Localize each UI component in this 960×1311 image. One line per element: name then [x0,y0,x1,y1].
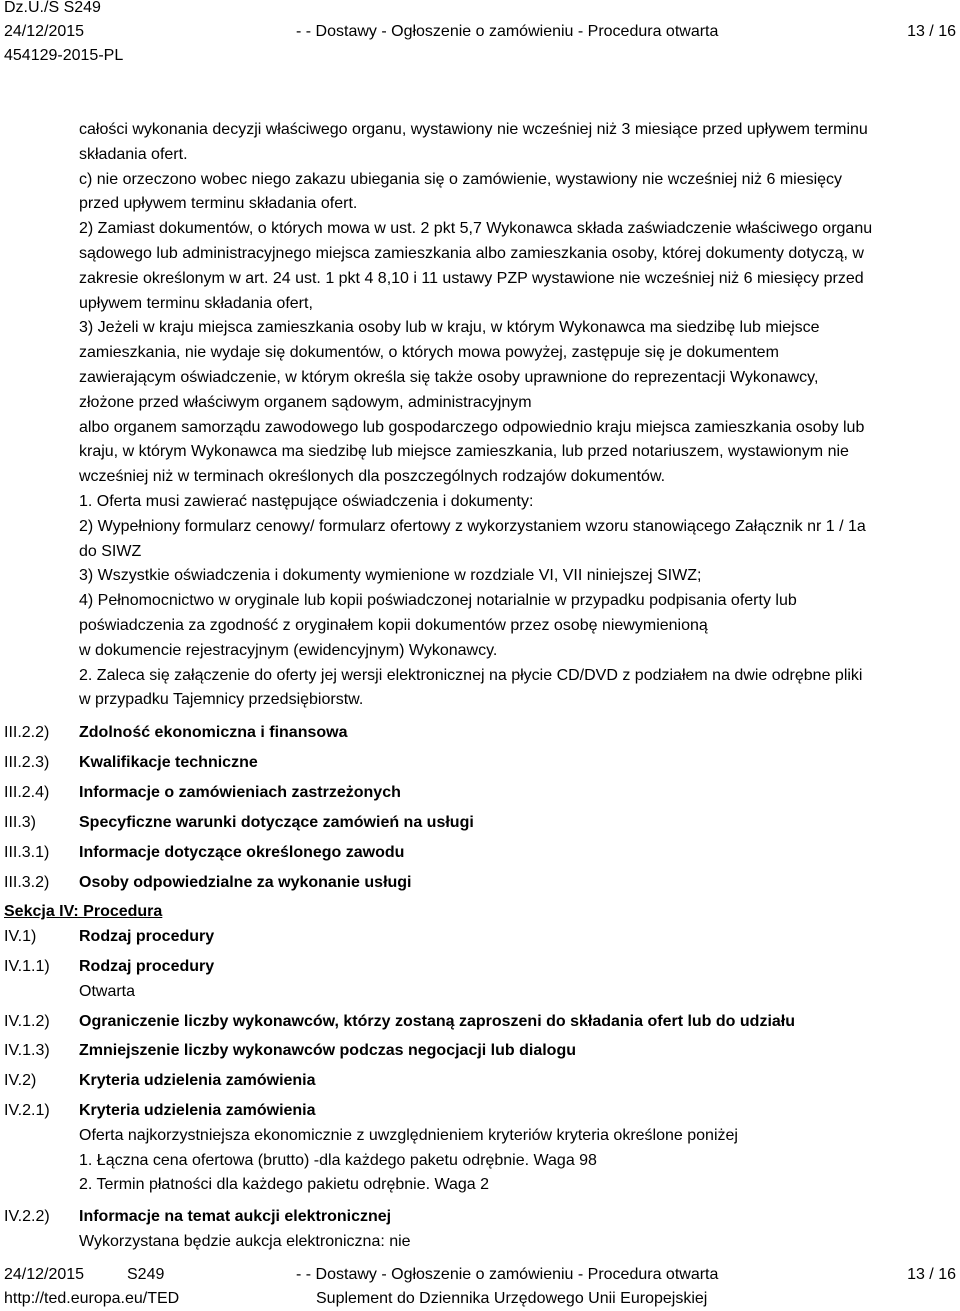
section-4-heading: Sekcja IV: Procedura [4,903,163,920]
footer-supplement: Suplement do Dziennika Urzędowego Unii Europejskiej [316,1290,708,1307]
body-line: poświadczenia za zgodność z oryginałem kopii dokumentów przez osobę niewymienioną [79,617,708,634]
section-title: Ograniczenie liczby wykonawców, którzy zostaną zaproszeni do składania ofert lub do udziału [79,1013,795,1030]
section-text-line: Wykorzystana będzie aukcja elektroniczna: nie [79,1232,411,1250]
section-title: Informacje dotyczące określonego zawodu [79,844,405,861]
header-page-number: 13 / 16 [907,23,956,40]
body-line: 3) Jeżeli w kraju miejsca zamieszkania osoby lub w kraju, w którym Wykonawca ma siedzibę lub miejsce [79,319,820,337]
section-title: Informacje o zamówieniach zastrzeżonych [79,784,401,801]
section-title: Informacje na temat aukcji elektronicznej [79,1208,392,1225]
section-number: III.3) [4,814,37,831]
body-line: przed upływem terminu składania ofert. [79,195,358,213]
body-line: 2) Zamiast dokumentów, o których mowa w ust. 2 pkt 5,7 Wykonawca składa zaświadczenie właściwego organu [79,220,873,238]
section-number: III.2.3) [4,754,50,771]
journal-ref: Dz.U./S S249 [4,0,101,16]
section-title: Rodzaj procedury [79,958,215,975]
footer-title: - - Dostawy - Ogłoszenie o zamówieniu - Procedura otwarta [296,1266,719,1283]
section-text-line: Otwarta [79,982,136,1000]
section-title: Kwalifikacje techniczne [79,754,258,771]
footer-code: S249 [127,1266,165,1283]
header-date: 24/12/2015 [4,23,85,40]
body-line: w przypadku Tajemnicy przedsiębiorstw. [79,691,364,709]
body-line: zakresie określonym w art. 24 ust. 1 pkt 4 8,10 i 11 ustawy PZP wystawione nie wcześniej niż 6 miesięcy przed [79,269,864,287]
section-title: Kryteria udzielenia zamówienia [79,1072,316,1089]
body-line: albo organem samorządu zawodowego lub gospodarczego odpowiednio kraju miejsca zamieszkania osoby lub [79,418,865,436]
body-line: 4) Pełnomocnictwo w oryginale lub kopii poświadczonej notarialnie w przypadku podpisania oferty lub [79,592,797,610]
body-line: sądowego lub administracyjnego miejsca zamieszkania albo zamieszkania osoby, której dokumenty dotyczą, w [79,245,864,262]
section-number: IV.1) [4,928,37,945]
section-number: IV.1.1) [4,958,50,975]
section-number: IV.2.2) [4,1208,50,1225]
body-line: składania ofert. [79,145,188,163]
body-line: 1. Oferta musi zawierać następujące oświadczenia i dokumenty: [79,493,534,510]
section-number: III.3.2) [4,874,50,891]
section-text-line: 1. Łączna cena ofertowa (brutto) -dla każdego paketu odrębnie. Waga 98 [79,1151,597,1169]
section-text-line: 2. Termin płatności dla każdego pakietu odrębnie. Waga 2 [79,1176,490,1194]
section-number: IV.1.2) [4,1013,50,1030]
notice-id: 454129-2015-PL [4,47,124,64]
section-title: Zdolność ekonomiczna i finansowa [79,724,348,741]
section-title: Osoby odpowiedzialne za wykonanie usługi [79,874,412,891]
body-line: zamieszkania, nie wydaje się dokumentów, o których mowa powyżej, zastępuje się je dokumentem [79,344,779,362]
body-line: do SIWZ [79,542,142,560]
body-line: złożone przed właściwym organem sądowym, administracyjnym [79,393,532,411]
section-text-line: Oferta najkorzystniejsza ekonomicznie z uwzględnieniem kryteriów kryteria określone poniżej [79,1126,738,1144]
body-line: 3) Wszystkie oświadczenia i dokumenty wymienione w rozdziale VI, VII niniejszej SIWZ; [79,567,702,585]
body-line: kraju, w którym Wykonawca ma siedzibę lub miejsce zamieszkania, lub przed notariuszem, wystawionym nie [79,443,849,461]
section-title: Zmniejszenie liczby wykonawców podczas negocjacji lub dialogu [79,1042,576,1059]
section-title: Rodzaj procedury [79,928,215,945]
body-line: zawierającym oświadczenie, w którym określa się także osoby uprawnione do reprezentacji Wykonawcy, [79,369,819,386]
section-number: IV.1.3) [4,1042,50,1059]
section-title: Kryteria udzielenia zamówienia [79,1102,316,1119]
body-line: c) nie orzeczono wobec niego zakazu ubiegania się o zamówienie, wystawiony nie wcześniej niż 6 miesięcy [79,170,843,188]
section-number: IV.2) [4,1072,37,1089]
body-line: 2. Zaleca się załączenie do oferty jej wersji elektronicznej na płycie CD/DVD z podziałem na dwie odrębne pliki [79,666,863,684]
body-line: upływem terminu składania ofert, [79,294,313,312]
section-title: Specyficzne warunki dotyczące zamówień na usługi [79,814,474,831]
section-number: III.3.1) [4,844,50,861]
section-number: III.2.4) [4,784,50,801]
header-title: - - Dostawy - Ogłoszenie o zamówieniu - Procedura otwarta [296,23,719,40]
body-line: wcześniej niż w terminach określonych dla poszczególnych rodzajów dokumentów. [79,468,666,486]
footer-page-number: 13 / 16 [907,1266,956,1283]
section-number: III.2.2) [4,724,50,741]
body-line: 2) Wypełniony formularz cenowy/ formularz ofertowy z wykorzystaniem wzoru stanowiącego Załącznik nr 1 / 1a [79,517,866,535]
footer-url[interactable]: http://ted.europa.eu/TED [4,1290,180,1307]
section-number: IV.2.1) [4,1102,50,1119]
body-line: całości wykonania decyzji właściwego organu, wystawiony nie wcześniej niż 3 miesiące przed upływem terminu [79,121,868,138]
body-line: w dokumencie rejestracyjnym (ewidencyjnym) Wykonawcy. [79,641,498,659]
footer-date: 24/12/2015 [4,1266,85,1283]
